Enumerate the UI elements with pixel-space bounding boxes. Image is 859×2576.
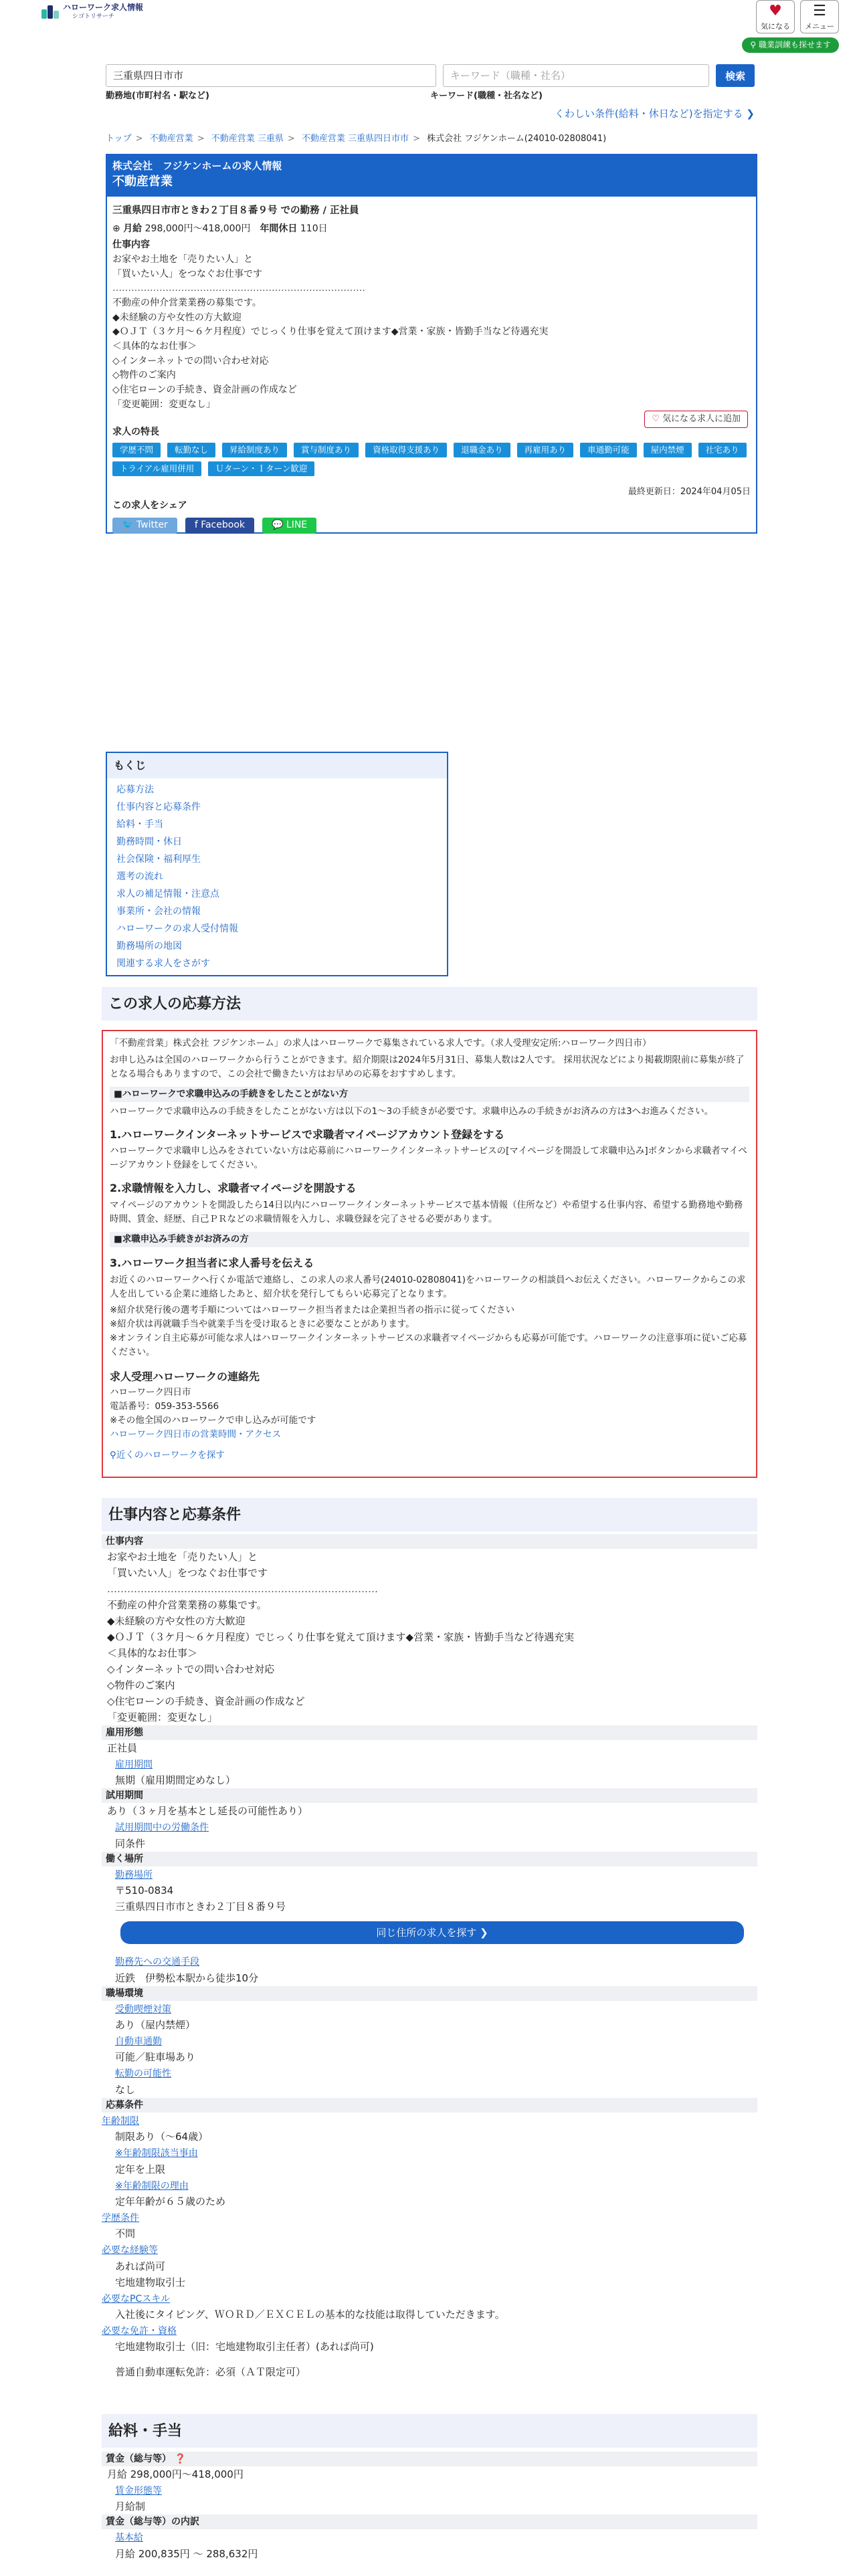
exp-value-2: 宅地建物取引士 [115,2276,186,2288]
vocational-training-button[interactable] [742,37,839,53]
edu-label[interactable]: 学歴条件 [102,2212,139,2224]
employment-row-label: 雇用形態 [102,1725,757,1740]
heart-outline-icon: ♡ [652,414,660,424]
office-access-link[interactable]: ハローワーク四日市の営業時間・アクセス [110,1428,282,1440]
facebook-icon: f [194,519,198,530]
toc-item[interactable]: 勤務時間・休日 [116,837,182,847]
smoke-label[interactable]: 受動喫煙対策 [115,2004,171,2015]
apply-intro: 「不動産営業」株式会社 フジケンホーム」の求人はハローワークで募集されている求人です。（求人受理安定所:ハローワーク四日市） [110,1038,652,1049]
job-title: 不動産営業 [112,175,173,189]
content-row-label: 仕事内容 [102,1534,757,1549]
access-label[interactable]: 勤務先への交通手段 [115,1957,199,1968]
keyword-input[interactable]: キーワード（職種・社名） [443,64,709,87]
apply-section [102,1030,757,1478]
office-phone: 電話番号：059-353-5566 [110,1400,219,1412]
feature-tag[interactable]: 学歴不問 [112,443,161,457]
yen-icon: ⊕ [112,223,120,235]
share-label: この求人をシェア [112,500,187,512]
menu-button[interactable] [800,0,839,33]
help-icon[interactable]: ❓ [174,2454,187,2464]
note-3: ※オンライン自主応募が可能な求人はハローワークインターネットサービスの求職者マイページからも応募が可能です。ハローワークの注意事項に従いご応募ください。 [110,1333,747,1358]
toc-item[interactable]: 社会保険・福利厚生 [116,854,201,865]
note-1: ※紹介状発行後の選考手順についてはハローワーク担当者または企業担当者の指示に従ってください [110,1305,515,1316]
workplace-label[interactable]: 勤務場所 [115,1869,153,1881]
access-value: 近鉄 伊勢松本駅から徒歩10分 [115,1971,259,1984]
chevron-right-icon: ❯ [480,1927,488,1939]
breakdown-row-label: 賃金（総与等）の内訳 [102,2514,757,2529]
age-reason-value: 定年を上限 [115,2163,166,2175]
trial-cond-label[interactable]: 試用期間中の労働条件 [115,1822,209,1834]
detail-search-link[interactable]: くわしい条件(給料・休日など)を指定する ❯ [554,108,755,120]
location-input[interactable]: 三重県四日市市 [106,64,436,87]
trial-value: あり（３ヶ月を基本とし延長の可能性あり） [107,1805,308,1818]
feature-tag[interactable]: 昇給制度あり [222,443,287,457]
step-1-title: 1.ハローワークインターネットサービスで求職者マイページアカウント登録をする [110,1128,505,1141]
license-label[interactable]: 必要な免許・資格 [102,2326,177,2337]
address: 三重県四日市市ときわ２丁目８番９号 [115,1901,286,1913]
feature-tags [112,443,748,476]
transfer-value: なし [115,2083,136,2096]
toc-item[interactable]: ハローワークの求人受付情報 [116,924,238,934]
keyword-label: キーワード(職種・社名など) [430,91,543,101]
breadcrumb: トップ > 不動産営業 > 不動産営業 三重県 > 不動産営業 三重県四日市市 > 株式会社 フジケンホーム(24010-02808041) [106,134,607,144]
salary-section [102,2452,757,2562]
content-detail: お家やお土地を「売りたい人」と 「買いたい人」をつなぐお仕事です ……………………………………………………………………… 不動産の仲介営業業務の募集です。 ◆未経験の方や女性の方大歓迎 ◆ＯＪＴ（３ケ月〜６ケ月程度）でじっくり仕事を覚えて頂けます◆営業・家族・皆勤手当など待遇充実 ＜具体的なお仕事＞ ◇インターネットでの問い合わせ対応 ◇物件のご案内 ◇住宅ローンの手続き、資金計画の作成など 「変更範囲：変更なし」 [107,1551,575,1723]
breadcrumb-category[interactable]: 不動産営業 [149,134,193,144]
job-summary-card [106,154,757,534]
feature-tag[interactable]: 社宅あり [698,443,747,457]
job-location: 三重県四日市市ときわ２丁目８番９号 での勤務 / 正社員 [112,205,359,216]
exp-label[interactable]: 必要な経験等 [102,2245,158,2256]
job-content: お家やお土地を「売りたい人」と 「買いたい人」をつなぐお仕事です ……………………………………………………………………… 不動産の仲介営業業務の募集です。 ◆未経験の方や女性の方大歓迎 ◆ＯＪＴ（３ケ月〜６ケ月程度）でじっくり仕事を覚えて頂けます◆営業・家族・皆勤手当など待遇充実 ＜具体的なお仕事＞ ◇インターネットでの問い合わせ対応 ◇物件のご案内 ◇住宅ローンの手続き、資金計画の作成など 「変更範囲：変更なし」 [112,253,549,410]
logo-mark-icon [41,3,59,20]
breadcrumb-top[interactable]: トップ [106,134,132,144]
feature-tag[interactable]: 賞与制度あり [294,443,359,457]
pc-label[interactable]: 必要なPCスキル [102,2293,171,2304]
search-icon: ⚲ [750,40,759,49]
line-icon: 💬 [272,519,284,530]
logo-text: ハローワーク求人情報 [63,3,144,12]
toc-item[interactable]: 選考の流れ [116,871,163,882]
add-favorite-button[interactable]: ♡ 気になる求人に追加 [644,411,748,428]
search-form [106,64,755,120]
twitter-share-button[interactable]: 🐦 Twitter [112,518,177,534]
conditions-heading: 仕事内容と応募条件 [102,1498,757,1531]
license-value-2: 普通自動車運転免許：必須（ＡＴ限定可） [115,2366,306,2379]
toc-item[interactable]: 事業所・会社の情報 [116,906,201,917]
trial-cond-value: 同条件 [115,1837,146,1850]
job-salary: ⊕ 月給 298,000円〜418,000円 年間休日 110日 [112,223,328,235]
step-2-text: マイページのアカウントを開設したら14日以内にハローワークインターネットサービスで基本情報（住所など）や希望する仕事内容、希望する勤務地や勤務時間、賃金、経歴、自己ＰＲなどの求職情報を入力し、求職登録を完了させる必要があります。 [110,1200,743,1224]
twitter-icon: 🐦 [122,519,134,530]
wage-form-value: 月給制 [115,2500,146,2513]
salary-heading: 給料・手当 [102,2414,757,2448]
table-of-contents [106,752,448,976]
feature-tag[interactable]: Ｕターン・Ｉターン歓迎 [208,461,314,476]
car-value: 可能／駐車場あり [115,2051,196,2064]
period-value: 無期（雇用期間定めなし） [115,1774,236,1787]
breadcrumb-city[interactable]: 不動産営業 三重県四日市市 [301,134,409,144]
toc-item[interactable]: 関連する求人をさがす [116,958,210,969]
note-2: ※紹介状は再就職手当や就業手当を受け取るときに必要なことがあります。 [110,1319,415,1330]
menu-label: メニュー [805,22,834,31]
feature-tag[interactable]: 転勤なし [167,443,215,457]
age-reason-label[interactable]: ※年齢制限該当事由 [115,2148,198,2159]
place-row-label: 働く場所 [102,1852,757,1866]
toc-item[interactable]: 勤務場所の地図 [116,941,182,952]
near-office-link[interactable]: ⚲近くのハローワークを探す [110,1449,225,1461]
toc-item[interactable]: 給料・手当 [116,819,163,830]
step-3-title: 3.ハローワーク担当者に求人番号を伝える [110,1256,314,1269]
toc-item[interactable]: 仕事内容と応募条件 [116,802,201,813]
env-row-label: 職場環境 [102,1986,757,2001]
wage-value: 月給 298,000円〜418,000円 [107,2468,244,2480]
step-3-text: お近くのハローワークへ行くか電話で連絡し、この求人の求人番号(24010-02808041)をハローワークの相談員へお伝えください。ハローワークからこの求人を出している企業に連絡したあと、紹介状を発行してもらい応募完了となります。 [110,1274,746,1299]
contact-heading: 求人受理ハローワークの連絡先 [110,1370,260,1384]
no-registration-text: ハローワークで求職申込みの手続きをしたことがない方は以下の1〜3の手続きが必要です。求職申込みの手続きがお済みの方は3へお進みください。 [110,1105,714,1117]
base-value: 月給 200,835円 〜 288,632円 [115,2547,258,2560]
pc-value: 入社後にタイピング、ＷＯＲＤ／ＥＸＣＥＬの基本的な技能は取得していただきます。 [115,2309,505,2321]
no-registration-bar: ■ハローワークで求職申込みの手続きをしたことがない方 [110,1087,749,1102]
exp-value-1: あれば尚可 [115,2260,166,2272]
req-row-label: 応募条件 [102,2098,757,2113]
same-address-button[interactable]: 同じ住所の求人を探す ❯ [120,1921,744,1944]
wage-form-label[interactable]: 賃金形態等 [115,2486,162,2496]
apply-intro-2: お申し込みは全国のハローワークから行うことができます。紹介期限は2024年5月31日、募集人数は2人です。 採用状況などにより掲載期限前に募集が終了となる場合もありますので、この会社で働きたい方はお早めの応募をおすすめします。 [110,1054,745,1079]
transfer-label[interactable]: 転勤の可能性 [115,2068,171,2080]
period-label[interactable]: 雇用期間 [115,1759,153,1770]
toc-title: もくじ [107,753,447,778]
wage-row-label: 賃金（総与等） ❓ [102,2452,757,2466]
step-1-text: ハローワークで求職申し込みをされていない方は応募前にハローワークインターネットサービスの[マイページを開設して求職申込み]ボタンから求職者マイページアカウント登録をしてください。 [110,1146,747,1171]
company-label: 株式会社 フジケンホームの求人情報 [112,160,282,172]
favorites-button[interactable] [756,0,795,33]
age-why-label[interactable]: ※年齢制限の理由 [115,2180,189,2191]
feature-tag[interactable]: 資格取得支援あり [365,443,447,457]
trial-row-label: 試用期間 [102,1788,757,1803]
feature-tag[interactable]: 再雇用あり [517,443,574,457]
features-label: 求人の特長 [112,427,159,438]
age-value: 制限あり（〜64歳） [115,2131,209,2143]
feature-tag[interactable]: トライアル雇用併用 [112,461,201,476]
site-header [0,0,859,53]
line-share-button[interactable]: 💬 LINE [262,518,316,534]
zip-code: 〒510-0834 [115,1885,174,1897]
breadcrumb-current: 株式会社 フジケンホーム(24010-02808041) [427,134,607,144]
share-buttons [112,518,751,534]
logo-subtext: シゴトリサーチ [72,13,114,20]
facebook-share-button[interactable]: f Facebook [185,518,254,534]
car-label[interactable]: 自動車通勤 [115,2036,162,2047]
employment-value: 正社員 [107,1742,138,1754]
conditions-section [102,1534,757,2380]
smoke-value: あり（屋内禁煙） [115,2018,196,2031]
feature-tag[interactable]: 車通勤可能 [580,443,637,457]
step-2-title: 2.求職情報を入力し、求職者マイページを開設する [110,1182,357,1195]
search-button[interactable]: 検索 [716,64,755,87]
registered-bar: ■求職申込み手続きがお済みの方 [110,1232,749,1247]
job-content-label: 仕事内容 [112,239,150,251]
feature-tag[interactable]: 退職金あり [454,443,510,457]
base-label[interactable]: 基本給 [115,2533,143,2544]
vocational-training-label: 職業訓練も探せます [758,40,831,49]
toc-item[interactable]: 応募方法 [116,784,154,795]
favorites-label: 気になる [761,22,790,31]
age-label[interactable]: 年齢制限 [102,2115,139,2127]
edu-value: 不問 [115,2228,136,2240]
hamburger-icon: ☰ [813,3,826,19]
location-label: 勤務地(市町村名・駅など) [106,91,209,101]
feature-tag[interactable]: 屋内禁煙 [644,443,692,457]
age-why-value: 定年年齢が６５歳のため [115,2195,226,2208]
heart-icon: ♥ [769,3,782,19]
breadcrumb-prefecture[interactable]: 不動産営業 三重県 [211,134,284,144]
last-updated: 最終更新日：2024年04月05日 [628,487,751,498]
phone-note: ※その他全国のハローワークで申し込みが可能です [110,1414,316,1426]
office-name: ハローワーク四日市 [110,1386,191,1398]
toc-item[interactable]: 求人の補足情報・注意点 [116,889,219,899]
chevron-right-icon: ❯ [746,108,755,120]
license-value-1: 宅地建物取引士（旧：宅地建物取引主任者）(あれば尚可) [115,2341,374,2353]
search-icon: ⚲ [110,1449,116,1461]
apply-heading: この求人の応募方法 [102,987,757,1021]
